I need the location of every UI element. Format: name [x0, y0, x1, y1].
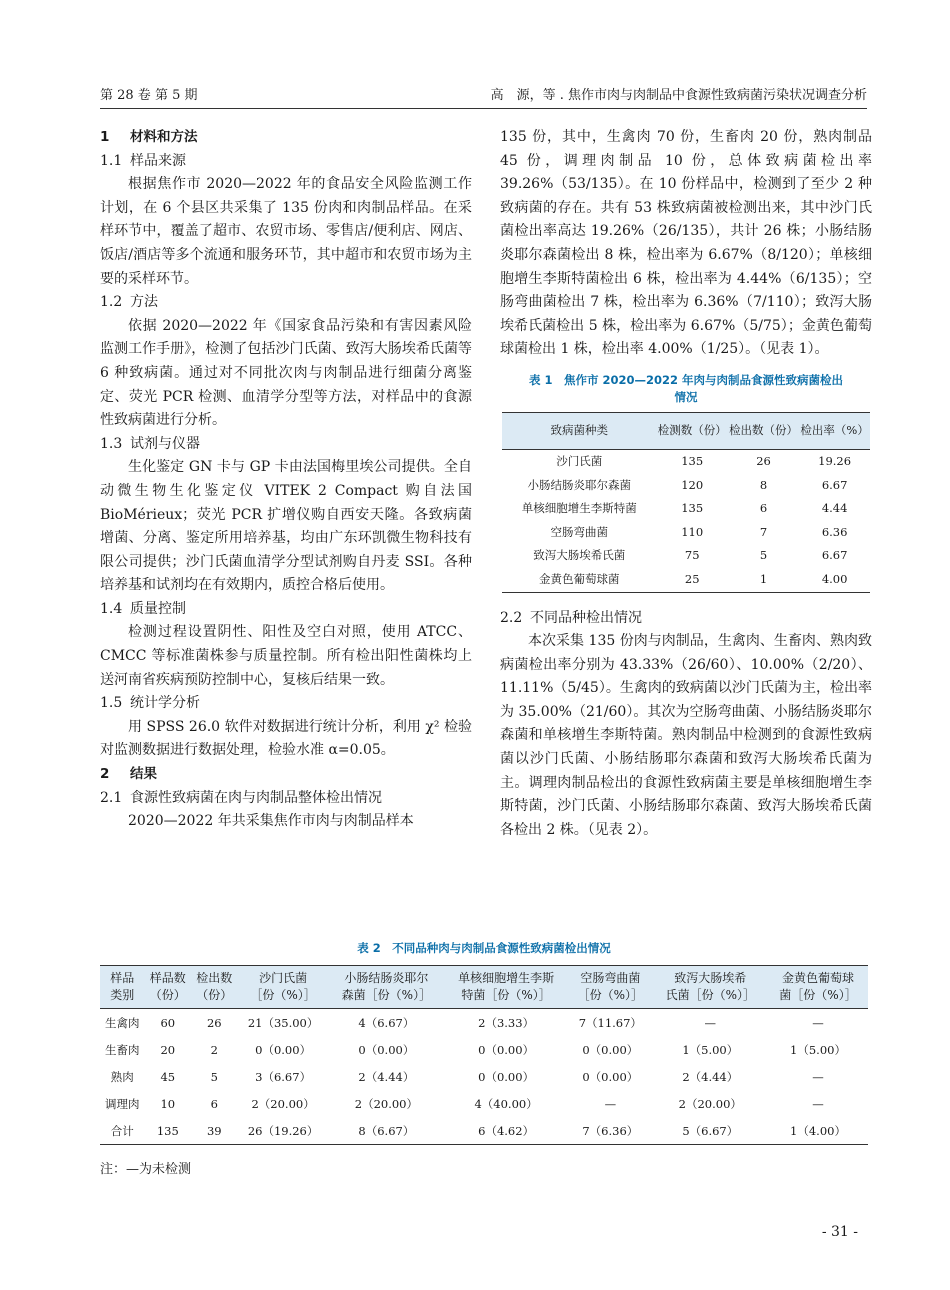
header-line: 沙门氏菌 — [259, 971, 308, 985]
table-cell: 8 — [759, 477, 768, 492]
table-cell: 26 — [206, 1015, 222, 1030]
table-cell: 3（6.67） — [255, 1069, 312, 1084]
journal-volume-issue: 第 28 卷 第 5 期 — [100, 88, 198, 103]
header-line: 类别 — [110, 988, 135, 1002]
table-cell: 26 — [756, 453, 771, 468]
paragraph-overall-detection-start: 2020—2022 年共采集焦作市肉与肉制品样本 — [128, 813, 414, 830]
subsection-number: 1.1 — [100, 152, 123, 169]
subsection-title: 食源性致病菌在肉与肉制品整体检出情况 — [130, 789, 382, 806]
table-cell: 0（0.00） — [478, 1069, 535, 1084]
article-running-title: 高 源，等 . 焦作市肉与肉制品中食源性致病菌污染状况调查分析 — [490, 88, 867, 103]
table2-header-cell — [238, 966, 329, 1009]
table-row — [502, 544, 870, 568]
subsection-number: 1.3 — [100, 435, 123, 452]
table2-header-cell — [329, 966, 444, 1009]
table2-header-cell — [768, 966, 868, 1009]
table-cell: — — [704, 1015, 717, 1030]
subsection-heading-1-4 — [100, 598, 472, 622]
subsection-number: 1.2 — [100, 294, 123, 311]
table-cell: 2（20.00） — [678, 1096, 742, 1111]
paragraph-by-category: 本次采集 135 份肉与肉制品，生禽肉、生畜肉、熟肉致病菌检出率分别为 43.33%（26/60）、10.00%（2/20）、11.11%（5/45）。生禽肉的致病菌以沙门氏菌为主，检出率为 35.00%（21/60）。其次为空肠弯曲菌、小肠结肠炎耶尔森菌和单核增生李斯特菌。熟肉制品中检测到的食源性致病菌以沙门氏菌、小肠结肠耶尔森菌和致泻大肠埃希氏菌为主。调理肉制品检出的食源性致病菌主要是单核细胞增生李斯特菌，沙门氏菌、小肠结肠耶尔森菌、致泻大肠埃希氏菌各检出 2 株。（见表 2）。 — [500, 633, 872, 838]
table2-header-cell — [100, 966, 145, 1009]
table-cell: 135 — [681, 453, 704, 468]
table-cell: 2（4.44） — [682, 1069, 739, 1084]
table2-caption: 表 2 不同品种肉与肉制品食源性致病菌检出情况 — [357, 941, 611, 955]
table1-header-cell: 检出数（份） — [728, 412, 799, 449]
table-cell: 7（11.67） — [578, 1015, 642, 1030]
table-cell: 26（19.26） — [238, 1117, 329, 1145]
table-row — [502, 521, 870, 545]
table-row — [100, 1117, 868, 1145]
header-line: （份） — [196, 988, 233, 1002]
table-cell: 致泻大肠埃希氏菌 — [533, 548, 626, 563]
header-line: 菌［份（%）］ — [779, 988, 857, 1002]
table-cell: 1（5.00） — [682, 1042, 739, 1057]
header-line: 氏菌［份（%）］ — [665, 988, 755, 1002]
table-cell: 0（0.00） — [478, 1042, 535, 1057]
table-cell: 合计 — [100, 1117, 145, 1145]
table-cell: 小肠结肠炎耶尔森菌 — [527, 477, 632, 492]
table-row — [502, 497, 870, 521]
table-cell: 6.67 — [821, 477, 848, 492]
table-cell: 7（6.36） — [568, 1117, 652, 1145]
table-cell: 135 — [681, 501, 704, 516]
subsection-title: 不同品种检出情况 — [530, 609, 642, 626]
right-column — [500, 126, 872, 842]
header-line: 森菌［份（%）］ — [341, 988, 432, 1002]
running-header — [100, 86, 867, 109]
table-cell: 120 — [681, 477, 704, 492]
table-cell: 1（5.00） — [790, 1042, 846, 1057]
section-heading-2 — [100, 763, 472, 787]
table2-header-cell — [568, 966, 652, 1009]
table-cell: 0（0.00） — [358, 1042, 415, 1057]
table-cell: — — [604, 1096, 617, 1111]
subsection-heading-1-3 — [100, 433, 472, 457]
table-cell: 1 — [728, 568, 799, 592]
table-cell: 4（6.67） — [358, 1015, 415, 1030]
table-row — [502, 474, 870, 498]
header-line: ［份（%）］ — [577, 988, 644, 1002]
table1-header-cell: 检测数（份） — [657, 412, 728, 449]
table-note: 注：—为未检测 — [100, 1162, 192, 1177]
table-cell: 135 — [145, 1117, 192, 1145]
table-cell: 熟肉 — [110, 1069, 134, 1084]
table-cell: 空肠弯曲菌 — [550, 524, 609, 539]
subsection-number: 1.5 — [100, 695, 123, 712]
table-cell: 调理肉 — [105, 1096, 140, 1111]
table-cell: 单核细胞增生李斯特菌 — [521, 501, 637, 516]
table-cell: 39 — [191, 1117, 238, 1145]
subsection-title: 统计学分析 — [130, 695, 200, 712]
table-cell: 6 — [210, 1096, 218, 1111]
table-row — [502, 449, 870, 473]
header-line: 小肠结肠炎耶尔 — [344, 971, 429, 985]
table2-header-cell — [653, 966, 768, 1009]
paragraph-methods: 依据 2020—2022 年《国家食品污染和有害因素风险监测工作手册》，检测了包括沙门氏菌、致泻大肠埃希氏菌等 6 种致病菌。通过对不同批次肉与肉制品进行细菌分离鉴定、荧光 PCR 检测、血清学分型等方法，对样品中的食源性致病菌进行分析。 — [100, 317, 472, 429]
table-row — [100, 1009, 868, 1037]
subsection-title: 试剂与仪器 — [130, 435, 200, 452]
subsection-heading-1-5 — [100, 692, 472, 716]
table1-caption-line2: 情况 — [674, 389, 698, 404]
table-cell: 75 — [684, 548, 700, 563]
header-line: 样品数 — [149, 971, 186, 985]
table1-caption-line1: 表 1 焦作市 2020—2022 年肉与肉制品食源性致病菌检出 — [528, 372, 844, 387]
table1-header-row — [502, 412, 870, 449]
table-cell: 25 — [657, 568, 728, 592]
table-cell: 生禽肉 — [105, 1015, 140, 1030]
header-line: 样品 — [110, 971, 135, 985]
table-cell: 10 — [160, 1096, 176, 1111]
table2-block — [100, 940, 868, 1145]
table-cell: 21（35.00） — [247, 1015, 319, 1030]
table-cell: 2 — [210, 1042, 218, 1057]
table-cell: 5 — [759, 548, 768, 563]
paragraph-sample-source: 根据焦作市 2020—2022 年的食品安全风险监测工作计划，在 6 个县区共采集了 135 份肉和肉制品样品。在采样环节中，覆盖了超市、农贸市场、零售店/便利店、网店、饭店/酒店等多个流通和服务环节，其中超市和农贸市场为主要的采样环节。 — [100, 176, 472, 287]
subsection-title: 样品来源 — [130, 152, 186, 169]
table-cell: 2（20.00） — [251, 1096, 315, 1111]
subsection-heading-1-1 — [100, 150, 472, 174]
table-cell: 5 — [210, 1069, 218, 1084]
paragraph-quality-control: 检测过程设置阴性、阳性及空白对照，使用 ATCC、CMCC 等标准菌株参与质量控制。所有检出阳性菌株均上送河南省疾病预防控制中心，复核后结果一致。 — [100, 624, 472, 688]
header-line: 金黄色葡萄球 — [781, 971, 854, 985]
paragraph-statistics: 用 SPSS 26.0 软件对数据进行统计分析，利用 χ² 检验对监测数据进行数据处理，检验水准 α=0.05。 — [100, 718, 472, 759]
header-line: 致泻大肠埃希 — [674, 971, 747, 985]
table-cell: 4.00 — [799, 568, 870, 592]
page-number: - 31 - — [821, 1224, 858, 1240]
subsection-number: 2.1 — [100, 789, 123, 806]
paragraph-reagents: 生化鉴定 GN 卡与 GP 卡由法国梅里埃公司提供。全自动微生物生化鉴定仪 VITEK 2 Compact 购自法国 BioMérieux；荧光 PCR 扩增仪购自西安天隆。各致病菌增菌、分离、鉴定所用培养基，均由广东环凯微生物科技有限公司提供；沙门氏菌血清学分型试剂购自丹麦 SSI。各种培养基和试剂均在有效期内，质控合格后使用。 — [100, 459, 472, 594]
left-column — [100, 126, 472, 834]
table2-header-row — [100, 966, 868, 1009]
table-cell: 6.67 — [821, 548, 848, 563]
header-line: 检出数 — [196, 971, 233, 985]
table2-header-cell — [444, 966, 568, 1009]
subsection-heading-1-2 — [100, 291, 472, 315]
table-cell: 4（40.00） — [474, 1096, 538, 1111]
subsection-title: 质量控制 — [130, 600, 186, 617]
table-cell: 0（0.00） — [582, 1042, 639, 1057]
table-row — [100, 1063, 868, 1090]
header-line: 特菌［份（%）］ — [461, 988, 551, 1002]
table-cell: 0（0.00） — [582, 1069, 639, 1084]
table-cell: 110 — [681, 524, 704, 539]
table-cell: 生畜肉 — [105, 1042, 140, 1057]
section-heading-1 — [100, 126, 472, 150]
table1-caption — [500, 372, 872, 406]
table-row — [100, 1090, 868, 1117]
paragraph-overall-detection-cont: 135 份，其中，生禽肉 70 份，生畜肉 20 份，熟肉制品 45 份，调理肉制品 10 份，总体致病菌检出率 39.26%（53/135）。在 10 份样品中，检测到了至少 2 种致病菌的存在。共有 53 株致病菌被检测出来，其中沙门氏菌检出率高达 19.26%（26/135），共计 26 株；小肠结肠炎耶尔森菌检出 8 株，检出率为 6.67%（8/120）；单核细胞增生李斯特菌检出 6 株，检出率为 4.44%（6/135）；空肠弯曲菌检出 7 株，检出率为 6.36%（7/110）；致泻大肠埃希氏菌检出 5 株，检出率为 6.67%（5/75）；金黄色葡萄球菌检出 1 株，检出率 4.00%（1/25）。（见表 1）。 — [500, 129, 872, 358]
table-cell: 金黄色葡萄球菌 — [502, 568, 657, 592]
header-line: （份） — [149, 988, 186, 1002]
table2 — [100, 965, 868, 1145]
table1-header-cell: 检出率（%） — [799, 412, 870, 449]
subsection-heading-2-1 — [100, 787, 472, 811]
subsection-number: 2.2 — [500, 609, 523, 626]
table-row — [100, 1036, 868, 1063]
subsection-title: 方法 — [130, 294, 158, 311]
subsection-heading-2-2 — [500, 607, 872, 631]
subsection-number: 1.4 — [100, 600, 123, 617]
header-line: 空肠弯曲菌 — [580, 971, 641, 985]
table1 — [502, 412, 870, 593]
table-cell: 20 — [160, 1042, 176, 1057]
header-line: ［份（%）］ — [250, 988, 316, 1002]
table-cell: 19.26 — [818, 453, 852, 468]
table-cell: 7 — [759, 524, 768, 539]
table-cell: 沙门氏菌 — [556, 453, 603, 468]
table-cell: 0（0.00） — [255, 1042, 312, 1057]
table-row — [502, 568, 870, 592]
table-cell: 6 — [759, 501, 768, 516]
table2-header-cell — [191, 966, 238, 1009]
table2-header-cell — [145, 966, 192, 1009]
section-number: 2 — [100, 766, 110, 783]
header-line: 单核细胞增生李斯 — [458, 971, 555, 985]
table-cell: 45 — [160, 1069, 176, 1084]
section-title: 结果 — [130, 766, 157, 783]
table-cell: — — [812, 1069, 824, 1084]
table-cell: 2（3.33） — [478, 1015, 535, 1030]
section-number: 1 — [100, 129, 110, 145]
table-cell: 6（4.62） — [444, 1117, 568, 1145]
table1-header-cell: 致病菌种类 — [502, 412, 657, 449]
table-cell: — — [812, 1015, 824, 1030]
table-cell: 5（6.67） — [653, 1117, 768, 1145]
table-cell: — — [812, 1096, 824, 1111]
table-cell: 1（4.00） — [768, 1117, 868, 1145]
table-cell: 8（6.67） — [329, 1117, 444, 1145]
section-title: 材料和方法 — [130, 129, 198, 145]
table-cell: 2（20.00） — [354, 1096, 418, 1111]
table-cell: 2（4.44） — [358, 1069, 415, 1084]
table-cell: 60 — [160, 1015, 176, 1030]
table-cell: 6.36 — [821, 524, 848, 539]
table-cell: 4.44 — [821, 501, 848, 516]
